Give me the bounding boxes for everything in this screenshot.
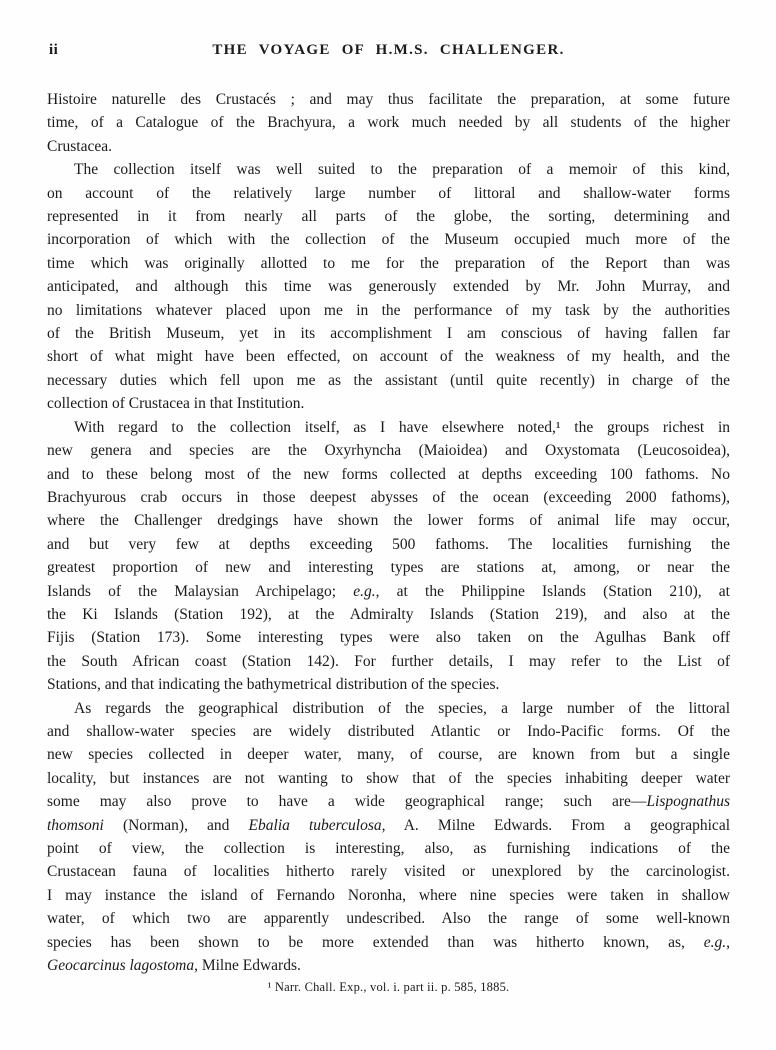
text-line: represented in it from nearly all parts of the globe, the sorting, determining and (47, 208, 730, 226)
italic-text: Lispognathus (646, 793, 730, 811)
text-line: no limitations whatever placed upon me in the performance of my task by the authorities (47, 301, 730, 319)
text-line: and shallow-water species are widely distributed Atlantic or Indo-Pacific forms. Of the (47, 722, 730, 740)
paragraph (47, 158, 730, 415)
running-title: THE VOYAGE OF H.M.S. CHALLENGER. (212, 42, 565, 58)
text-line: anticipated, and although this time was generously extended by Mr. John Murray, and (47, 278, 730, 296)
text-line: time, of a Catalogue of the Brachyura, a work much needed by all students of the higher (47, 114, 730, 132)
text-line: species has been shown to be more extended than was hitherto known, as, e.g., (47, 933, 730, 951)
text-line: the Ki Islands (Station 192), at the Admiralty Islands (Station 219), and also at the (47, 605, 730, 623)
text-line: thomsoni (Norman), and Ebalia tuberculosa, A. Milne Edwards. From a geographical (47, 816, 730, 834)
text-line: Crustacean fauna of localities hitherto rarely visited or unexplored by the carcinologist. (47, 863, 730, 881)
text-line: greatest proportion of new and interesting types are stations at, among, or near the (47, 559, 730, 577)
text-line: I may instance the island of Fernando Noronha, where nine species were taken in shallow (47, 886, 730, 904)
text-line: new genera and species are the Oxyrhyncha (Maioidea) and Oxystomata (Leucosoidea), (47, 442, 730, 460)
text-line: Fijis (Station 173). Some interesting types were also taken on the Agulhas Bank off (47, 629, 730, 647)
text-line: incorporation of which with the collection of the Museum occupied much more of the (47, 231, 730, 249)
italic-text: e.g. (703, 933, 727, 951)
page-number: ii (49, 42, 59, 58)
text-line: on account of the relatively large number of littoral and shallow-water forms (47, 184, 730, 202)
text-line: Geocarcinus lagostoma, Milne Edwards. (47, 957, 301, 975)
text-line: Stations, and that indicating the bathymetrical distribution of the species. (47, 676, 500, 694)
text-line: The collection itself was well suited to the preparation of a memoir of this kind, (74, 161, 730, 179)
text-line: Crustacea. (47, 137, 112, 155)
text-line: collection of Crustacea in that Institution. (47, 395, 305, 413)
paragraph (47, 697, 730, 978)
text-line: point of view, the collection is interesting, also, as furnishing indications of the (47, 840, 730, 857)
paragraph (47, 88, 730, 158)
page-body (47, 88, 730, 977)
text-line: short of what might have been effected, on account of the weakness of my health, and the (47, 348, 730, 366)
text-line: With regard to the collection itself, as I have elsewhere noted,¹ the groups richest in (74, 418, 730, 436)
text-line: locality, but instances are not wanting to show that of the species inhabiting deeper water (47, 769, 730, 787)
text-line: necessary duties which fell upon me as the assistant (until quite recently) in charge of the (47, 371, 730, 389)
italic-text: e.g. (353, 582, 376, 600)
text-line: As regards the geographical distribution of the species, a large number of the littoral (74, 699, 730, 717)
text-line: the South African coast (Station 142). For further details, I may refer to the List of (47, 652, 730, 670)
italic-text: Geocarcinus lagostoma (47, 957, 195, 975)
text-line: some may also prove to have a wide geographical range; such are—Lispognathus (47, 793, 730, 811)
text-line: Histoire naturelle des Crustacés ; and may thus facilitate the preparation, at some future (47, 91, 730, 108)
italic-text: thomsoni (47, 816, 104, 834)
text-line: and to these belong most of the new forms collected at depths exceeding 100 fathoms. No (47, 465, 730, 483)
text-line: time which was originally allotted to me for the preparation of the Report than was (47, 254, 730, 272)
text-line: Islands of the Malaysian Archipelago; e.g., at the Philippine Islands (Station 210), at (47, 582, 730, 600)
footnote: ¹ Narr. Chall. Exp., vol. i. part ii. p. 585, 1885. (267, 980, 510, 995)
text-line: of the British Museum, yet in its accomplishment I am conscious of having fallen far (47, 325, 730, 343)
paragraph (47, 416, 730, 697)
text-line: and but very few at depths exceeding 500 fathoms. The localities furnishing the (47, 535, 730, 553)
italic-text: Ebalia tuberculosa (248, 816, 382, 834)
page-header (47, 42, 730, 61)
text-line: Brachyurous crab occurs in those deepest abysses of the ocean (exceeding 2000 fathoms), (47, 488, 730, 506)
text-line: new species collected in deeper water, many, of course, are known from but a single (47, 746, 730, 764)
text-line: water, of which two are apparently undescribed. Also the range of some well-known (47, 910, 730, 928)
text-line: where the Challenger dredgings have shown the lower forms of animal life may occur, (47, 512, 730, 530)
